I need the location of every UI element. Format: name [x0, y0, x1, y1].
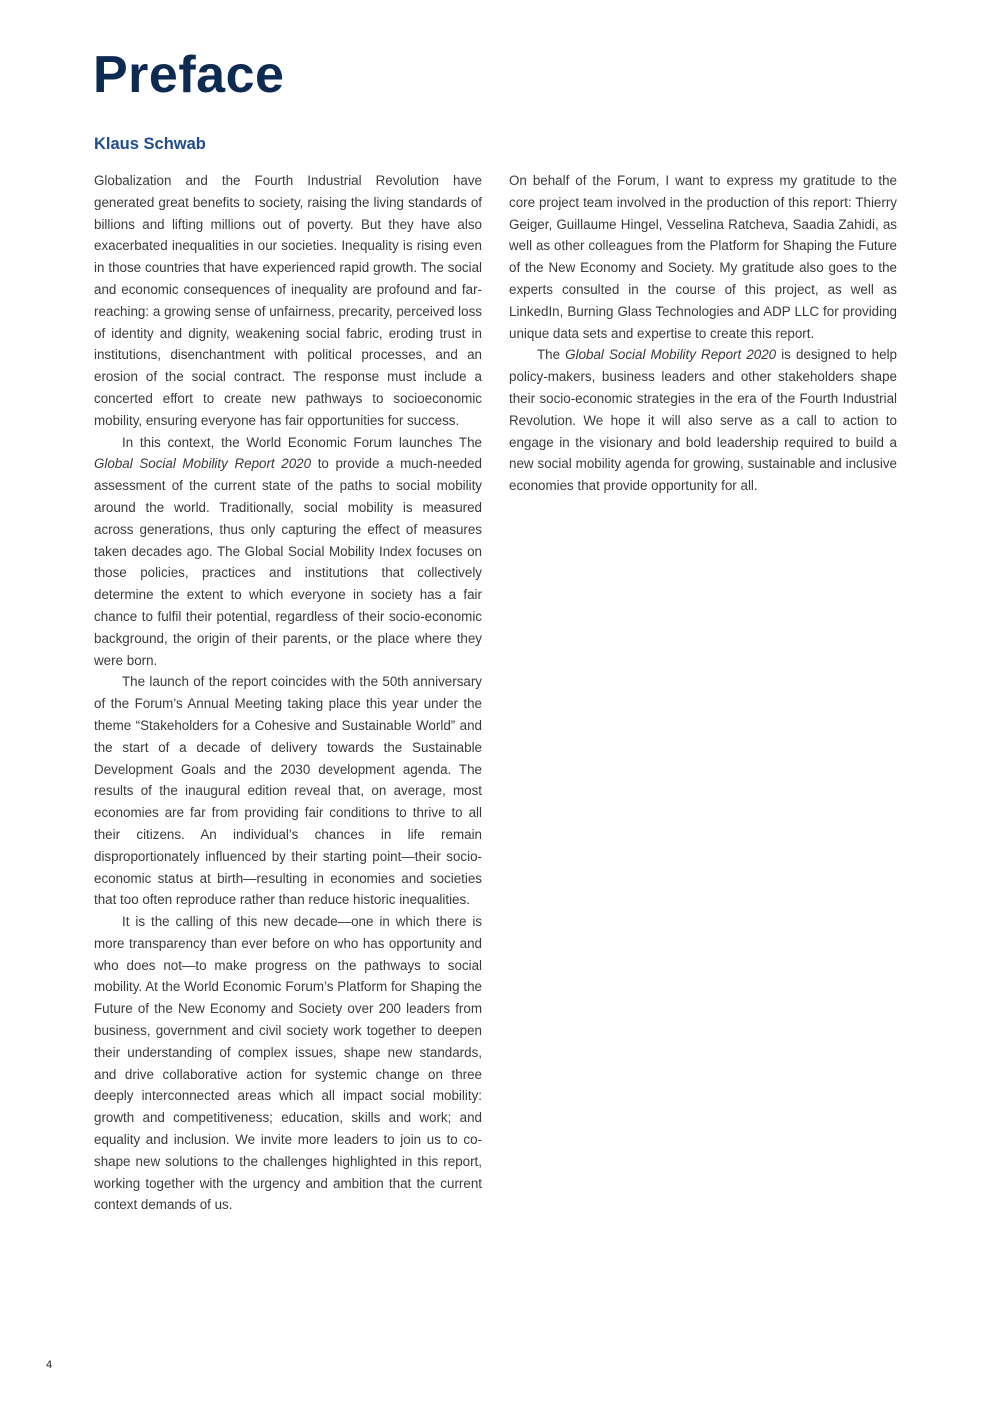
paragraph: It is the calling of this new decade—one in which there is more transparency than ever before on who has opportunity and who does not—to make progress on the pathways to social mobility. At the World Economic Forum’s Platform for Shaping the Future of the New Economy and Society over 200 leaders from business, government and civil society work together to deepen their understanding of complex issues, shape new standards, and drive collaborative action for systemic change on three deeply interconnected areas which all impact social mobility: growth and competitiveness; education, skills and work; and equality and inclusion. We invite more leaders to join us to co-shape new solutions to the challenges highlighted in this report, working together with the urgency and ambition that the current context demands of us.	[94, 914, 482, 1213]
paragraph-text: is designed to help policy-makers, business leaders and other stakeholders shape their socio-economic strategies in the era of the Fourth Industrial Revolution. We hope it will also serve as a call to action to engage in the visionary and bold leadership required to build a new social mobility agenda for growing, sustainable and inclusive economies that provide opportunity for all.	[509, 347, 897, 494]
author-name: Klaus Schwab	[94, 135, 206, 153]
report-title-italic: Global Social Mobility Report 2020	[565, 347, 777, 363]
paragraph-text: The	[537, 347, 566, 363]
paragraph-text: In this context, the World Economic Forum launches The	[122, 434, 482, 450]
left-column	[94, 170, 482, 1216]
report-title-italic: Global Social Mobility Report 2020	[94, 456, 312, 472]
paragraph	[94, 432, 482, 672]
paragraph	[509, 344, 897, 497]
right-column	[509, 170, 897, 497]
paragraph: The launch of the report coincides with the 50th anniversary of the Forum’s Annual Meeting taking place this year under the theme “Stakeholders for a Cohesive and Sustainable World” and the start of a decade of delivery towards the Sustainable Development Goals and the 2030 development agenda. The results of the inaugural edition reveal that, on average, most economies are far from providing fair conditions to thrive to all their citizens. An individual’s chances in life remain disproportionately influenced by their starting point—their socio-economic status at birth—resulting in economies and societies that too often reproduce rather than reduce historic inequalities.	[94, 674, 482, 908]
paragraph: On behalf of the Forum, I want to express my gratitude to the core project team involved in the production of this report: Thierry Geiger, Guillaume Hingel, Vesselina Ratcheva, Saadia Zahidi, as well as other colleagues from the Platform for Shaping the Future of the New Economy and Society. My gratitude also goes to the experts consulted in the course of this project, as well as LinkedIn, Burning Glass Technologies and ADP LLC for providing unique data sets and expertise to create this report.	[509, 173, 897, 341]
paragraph: Globalization and the Fourth Industrial Revolution have generated great benefits to society, raising the living standards of billions and lifting millions out of poverty. But they have also exacerbated inequalities in our societies. Inequality is rising even in those countries that have experienced rapid growth. The social and economic consequences of inequality are profound and far-reaching: a growing sense of unfairness, precarity, perceived loss of identity and dignity, weakening social fabric, eroding trust in institutions, disenchantment with political processes, and an erosion of the social contract. The response must include a concerted effort to create new pathways to socioeconomic mobility, ensuring everyone has fair opportunities for success.	[94, 173, 482, 428]
page-number: 4	[46, 1359, 53, 1371]
page-title: Preface	[93, 46, 285, 104]
paragraph-text: to provide a much-needed assessment of the current state of the paths to social mobility around the world. Traditionally, social mobility is measured across generations, thus only capturing the effect of measures taken decades ago. The Global Social Mobility Index focuses on those policies, practices and institutions that collectively determine the extent to which everyone in society has a fair chance to fulfil their potential, regardless of their socio-economic background, the origin of their parents, or the place where they were born.	[94, 456, 482, 668]
